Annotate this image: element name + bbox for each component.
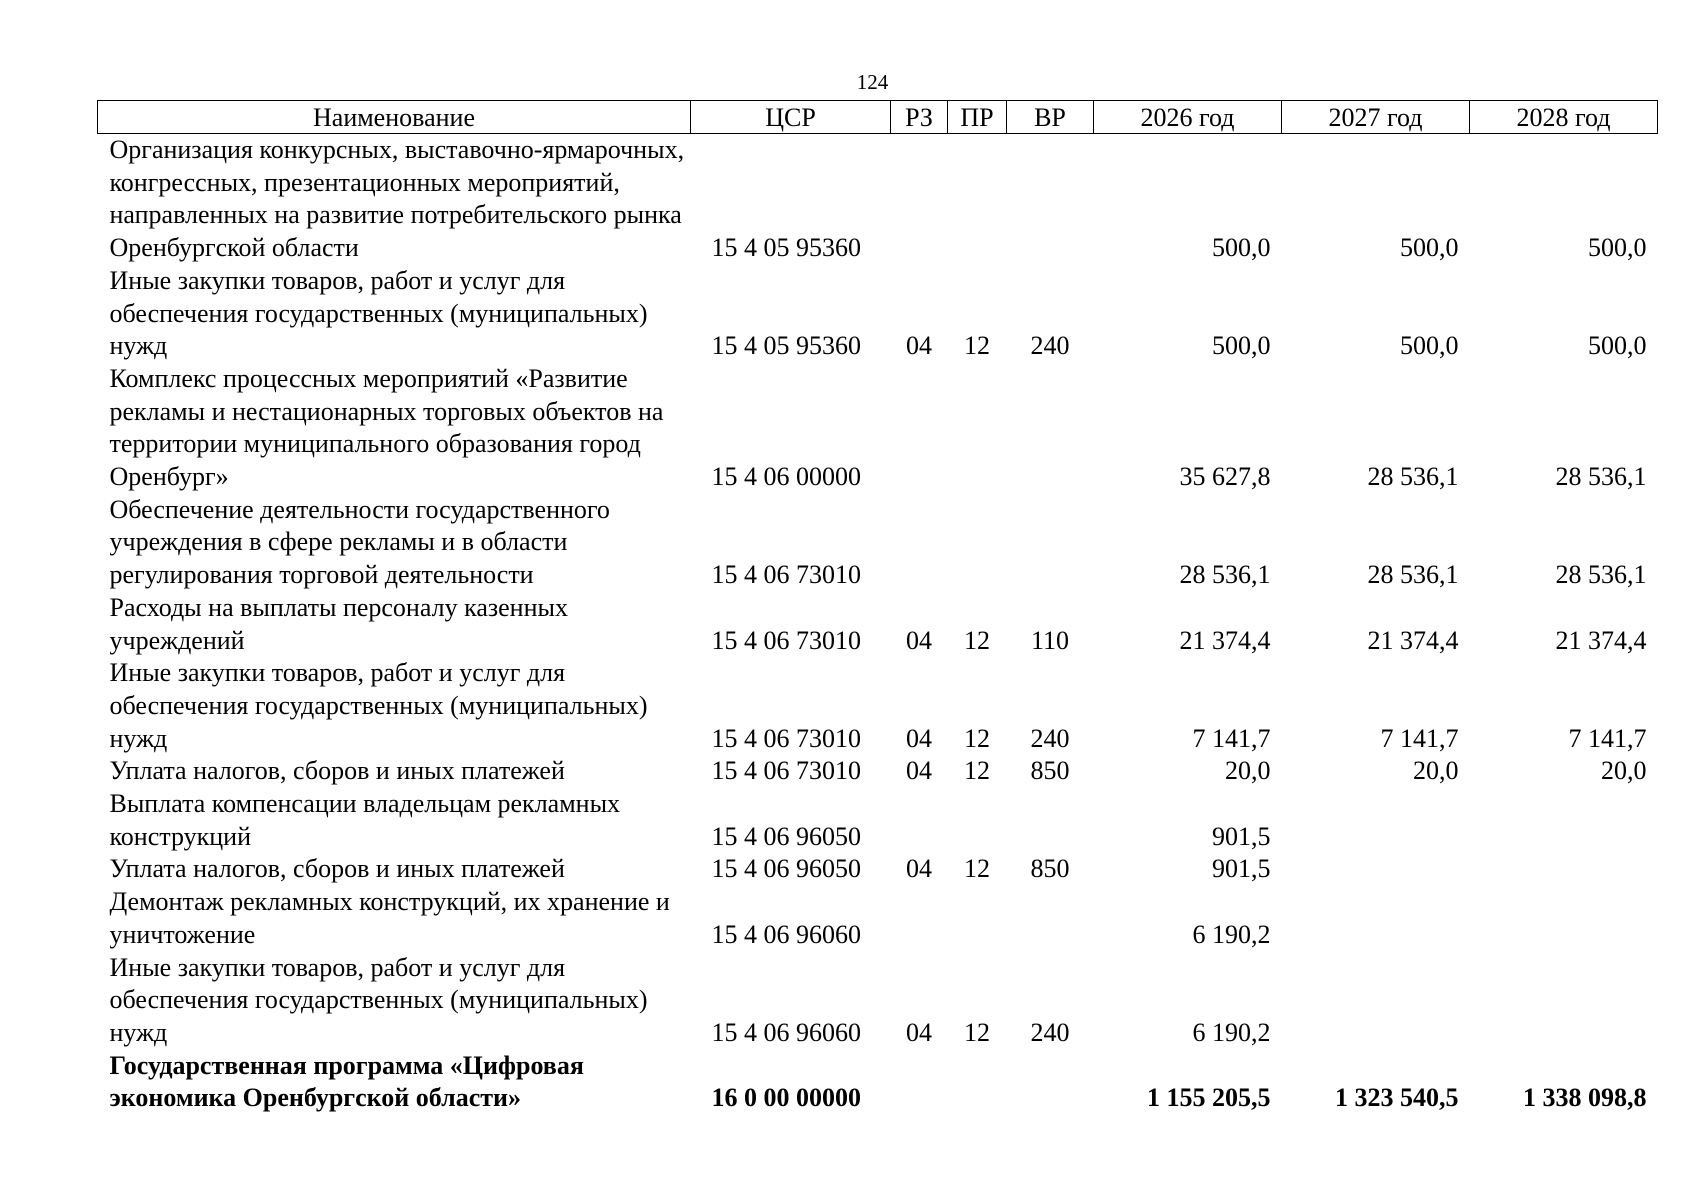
row-rz: 04 bbox=[906, 625, 932, 655]
header-csr: ЦСР bbox=[691, 101, 891, 134]
row-amount-2026: 35 627,8 bbox=[1179, 462, 1271, 492]
table-row bbox=[98, 788, 1658, 853]
row-name: Демонтаж рекламных конструкций, их хранение и уничтожение bbox=[109, 887, 670, 949]
row-amount-2026: 6 190,2 bbox=[1192, 919, 1271, 949]
row-amount-2027: 1 323 540,5 bbox=[1335, 1083, 1459, 1113]
table-row bbox=[98, 592, 1658, 657]
row-vr: 110 bbox=[1030, 625, 1070, 655]
row-name: Расходы на выплаты персоналу казенных учреждений bbox=[109, 592, 568, 655]
row-amount-2026: 20,0 bbox=[1225, 756, 1271, 786]
header-rz: РЗ bbox=[891, 101, 948, 134]
row-pr: 12 bbox=[964, 331, 990, 361]
row-amount-2027 bbox=[1282, 886, 1470, 951]
row-amount-2026: 6 190,2 bbox=[1192, 1017, 1271, 1047]
row-amount-2026: 21 374,4 bbox=[1179, 625, 1271, 655]
row-amount-2028 bbox=[1470, 853, 1658, 886]
row-name: Обеспечение деятельности государственного учреждения в сфере рекламы и в области регулирования торговой деятельности bbox=[109, 494, 610, 590]
row-amount-2027: 7 141,7 bbox=[1380, 723, 1459, 753]
table-row bbox=[98, 494, 1658, 592]
table-body bbox=[98, 134, 1658, 1116]
header-2026: 2026 год bbox=[1094, 101, 1282, 134]
budget-table bbox=[97, 100, 1658, 1115]
row-csr: 16 0 00 00000 bbox=[711, 1083, 861, 1113]
row-amount-2027: 28 536,1 bbox=[1367, 462, 1459, 492]
table-row bbox=[98, 1050, 1658, 1115]
row-name: Государственная программа «Цифровая экономика Оренбургской области» bbox=[109, 1050, 584, 1113]
row-amount-2026: 500,0 bbox=[1212, 233, 1271, 263]
row-name: Уплата налогов, сборов и иных платежей bbox=[109, 756, 565, 786]
row-name: Иные закупки товаров, работ и услуг для обеспечения государственных (муниципальных) нужд bbox=[109, 658, 648, 753]
row-rz: 04 bbox=[906, 723, 932, 753]
row-csr: 15 4 06 00000 bbox=[711, 462, 861, 492]
row-pr bbox=[948, 363, 1007, 494]
row-vr: 240 bbox=[1030, 1017, 1070, 1047]
row-rz: 04 bbox=[906, 756, 932, 786]
row-amount-2028 bbox=[1470, 788, 1658, 853]
row-amount-2027: 21 374,4 bbox=[1367, 625, 1459, 655]
row-vr bbox=[1007, 494, 1094, 592]
row-name: Уплата налогов, сборов и иных платежей bbox=[109, 854, 565, 884]
row-csr: 15 4 06 73010 bbox=[711, 625, 861, 655]
row-name: Выплата компенсации владельцам рекламных конструкций bbox=[109, 789, 621, 851]
row-rz bbox=[891, 788, 948, 853]
row-amount-2026: 1 155 205,5 bbox=[1147, 1083, 1271, 1113]
row-pr: 12 bbox=[964, 1017, 990, 1047]
row-amount-2028: 20,0 bbox=[1601, 756, 1647, 786]
row-csr: 15 4 06 96060 bbox=[711, 919, 861, 949]
row-rz: 04 bbox=[906, 1017, 932, 1047]
table-row bbox=[98, 952, 1658, 1050]
header-2028: 2028 год bbox=[1470, 101, 1658, 134]
table-header-row bbox=[98, 101, 1658, 134]
row-amount-2028: 28 536,1 bbox=[1555, 560, 1647, 590]
row-csr: 15 4 05 95360 bbox=[711, 233, 861, 263]
row-amount-2026: 500,0 bbox=[1212, 331, 1271, 361]
row-amount-2027: 28 536,1 bbox=[1367, 560, 1459, 590]
row-amount-2027: 500,0 bbox=[1400, 233, 1459, 263]
row-amount-2027 bbox=[1282, 952, 1470, 1050]
row-rz: 04 bbox=[906, 854, 932, 884]
row-vr bbox=[1007, 886, 1094, 951]
row-pr bbox=[948, 788, 1007, 853]
row-vr bbox=[1007, 363, 1094, 494]
row-amount-2026: 7 141,7 bbox=[1192, 723, 1271, 753]
row-amount-2027 bbox=[1282, 853, 1470, 886]
row-vr bbox=[1007, 1050, 1094, 1115]
row-pr: 12 bbox=[964, 854, 990, 884]
row-vr bbox=[1007, 134, 1094, 265]
table-row bbox=[98, 265, 1658, 363]
row-pr: 12 bbox=[964, 625, 990, 655]
row-name: Иные закупки товаров, работ и услуг для обеспечения государственных (муниципальных) нужд bbox=[109, 952, 648, 1047]
row-amount-2028: 1 338 098,8 bbox=[1523, 1083, 1647, 1113]
row-amount-2027: 500,0 bbox=[1400, 331, 1459, 361]
row-amount-2028: 21 374,4 bbox=[1555, 625, 1647, 655]
row-amount-2026: 901,5 bbox=[1212, 854, 1271, 884]
row-pr bbox=[948, 886, 1007, 951]
row-vr bbox=[1007, 788, 1094, 853]
row-pr: 12 bbox=[964, 723, 990, 753]
row-amount-2028: 28 536,1 bbox=[1555, 462, 1647, 492]
row-amount-2028: 500,0 bbox=[1588, 331, 1647, 361]
row-amount-2028 bbox=[1470, 952, 1658, 1050]
row-rz bbox=[891, 494, 948, 592]
row-vr: 850 bbox=[1030, 854, 1070, 884]
row-csr: 15 4 06 96050 bbox=[711, 821, 861, 851]
row-csr: 15 4 06 96050 bbox=[711, 854, 861, 884]
row-pr bbox=[948, 494, 1007, 592]
row-pr bbox=[948, 134, 1007, 265]
row-name: Организация конкурсных, выставочно-ярмарочных, конгрессных, презентационных мероприятий, направленных на развитие потребительского рынка Оренбургской области bbox=[109, 135, 685, 263]
row-vr: 240 bbox=[1030, 331, 1070, 361]
header-2027: 2027 год bbox=[1282, 101, 1470, 134]
row-amount-2026: 28 536,1 bbox=[1179, 560, 1271, 590]
row-csr: 15 4 06 73010 bbox=[711, 756, 861, 786]
row-vr: 850 bbox=[1030, 756, 1070, 786]
row-pr: 12 bbox=[964, 756, 990, 786]
row-amount-2028 bbox=[1470, 886, 1658, 951]
row-vr: 240 bbox=[1030, 723, 1070, 753]
row-pr bbox=[948, 1050, 1007, 1115]
row-rz bbox=[891, 363, 948, 494]
row-rz bbox=[891, 134, 948, 265]
row-name: Иные закупки товаров, работ и услуг для обеспечения государственных (муниципальных) нужд bbox=[109, 265, 648, 361]
row-rz bbox=[891, 886, 948, 951]
row-csr: 15 4 06 73010 bbox=[711, 723, 861, 753]
row-amount-2027 bbox=[1282, 788, 1470, 853]
row-rz: 04 bbox=[906, 331, 932, 361]
row-amount-2028: 7 141,7 bbox=[1568, 723, 1647, 753]
row-csr: 15 4 06 73010 bbox=[711, 560, 861, 590]
row-name: Комплекс процессных мероприятий «Развитие рекламы и нестационарных торговых объектов на территории муниципального образования город Оренбург» bbox=[109, 363, 664, 492]
page-number: 124 bbox=[856, 70, 889, 94]
table-row bbox=[98, 853, 1658, 886]
table-row bbox=[98, 657, 1658, 755]
table-row bbox=[98, 755, 1658, 788]
table-row bbox=[98, 363, 1658, 494]
row-amount-2026: 901,5 bbox=[1212, 821, 1271, 851]
header-name: Наименование bbox=[98, 101, 691, 134]
row-csr: 15 4 05 95360 bbox=[711, 331, 861, 361]
table-row bbox=[98, 134, 1658, 265]
header-vr: ВР bbox=[1007, 101, 1094, 134]
row-csr: 15 4 06 96060 bbox=[711, 1017, 861, 1047]
table-row bbox=[98, 886, 1658, 951]
row-amount-2027: 20,0 bbox=[1413, 756, 1459, 786]
header-pr: ПР bbox=[948, 101, 1007, 134]
row-rz bbox=[891, 1050, 948, 1115]
row-amount-2028: 500,0 bbox=[1588, 233, 1647, 263]
